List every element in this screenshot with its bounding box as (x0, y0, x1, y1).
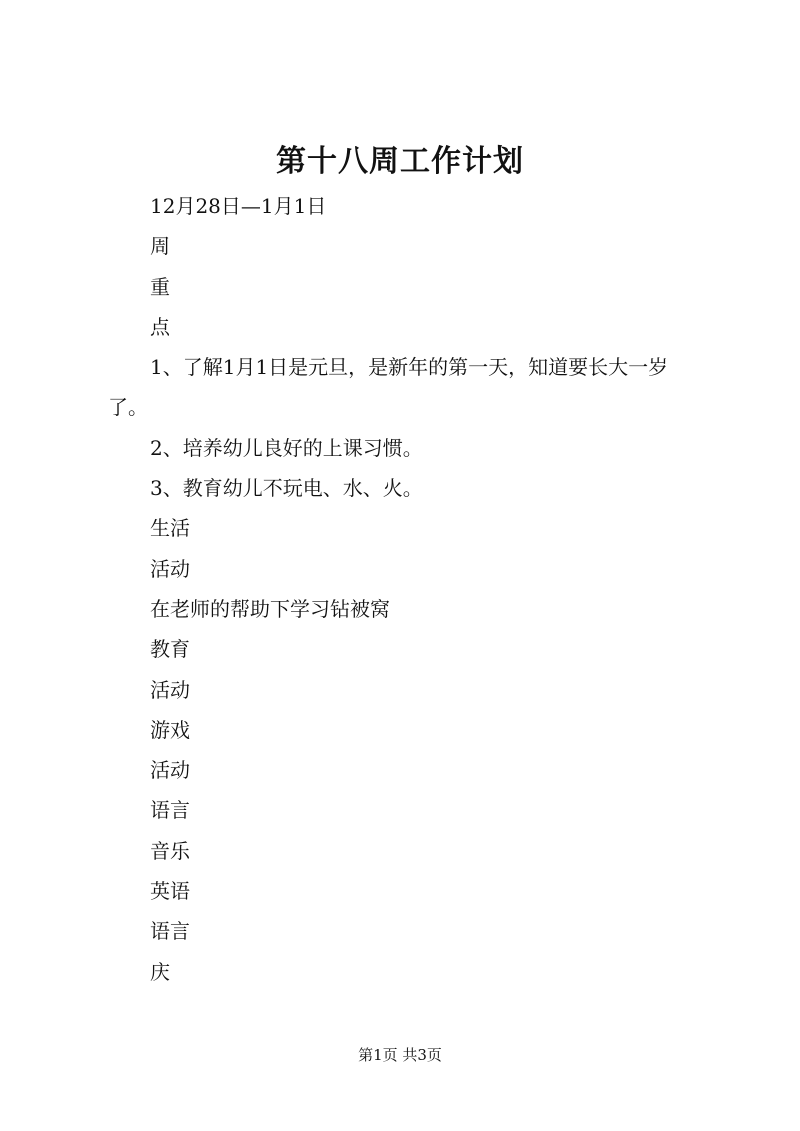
goal-item-2: 2、培养幼儿良好的上课习惯。 (150, 435, 423, 460)
document-body (108, 186, 708, 992)
subject-label: 英语 (150, 879, 190, 904)
label-dian: 点 (150, 314, 170, 339)
date-range: 12月28日—1月1日 (150, 194, 327, 218)
activity-text: 在老师的帮助下学习钻被窝 (150, 596, 390, 621)
document-title: 第十八周工作计划 (276, 144, 524, 179)
subject-label: 语言 (150, 798, 190, 823)
subject-label: 庆 (150, 959, 170, 984)
page-footer: 第1页 共3页 (358, 1046, 442, 1064)
section-label: 游戏 (150, 717, 190, 742)
subject-label: 音乐 (150, 838, 190, 863)
section-label: 教育 (150, 637, 190, 662)
section-label: 活动 (150, 758, 190, 783)
section-label: 生活 (150, 516, 190, 541)
section-label: 活动 (150, 556, 190, 581)
goal-item-1: 1、了解1月1日是元旦，是新年的第一天，知道要长大一岁了。 (108, 355, 669, 420)
section-label: 活动 (150, 677, 190, 702)
label-zhou: 周 (150, 234, 170, 259)
subject-label: 语言 (150, 919, 190, 944)
goal-item-3: 3、教育幼儿不玩电、水、火。 (150, 476, 423, 501)
label-zhong: 重 (150, 274, 170, 299)
